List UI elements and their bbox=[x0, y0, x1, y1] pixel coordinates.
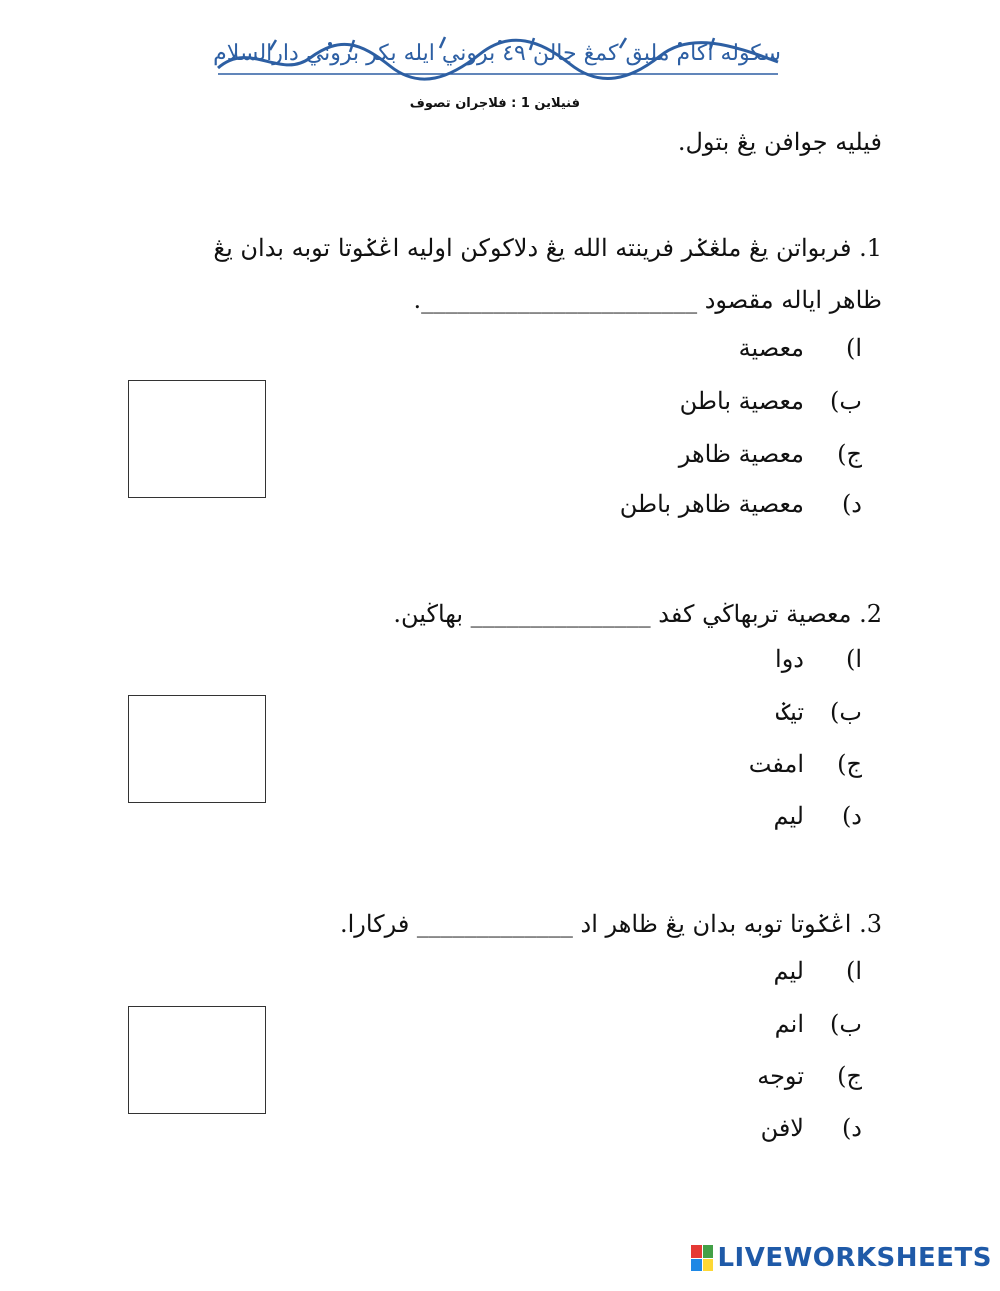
option-text: معصية باطن bbox=[679, 387, 804, 415]
option-letter: ب) bbox=[830, 1010, 862, 1038]
q3-answer-box[interactable] bbox=[128, 1006, 266, 1114]
option-letter: ا) bbox=[845, 957, 862, 985]
liveworksheets-brand bbox=[691, 1243, 992, 1273]
option-letter: د) bbox=[841, 490, 862, 518]
q1-option-a bbox=[739, 334, 862, 362]
q2-option-d bbox=[773, 802, 862, 830]
school-calligraphy-logo bbox=[210, 30, 785, 85]
option-letter: ج) bbox=[837, 750, 862, 778]
question-1-text: 1. فربواتن يڠ ملڠݢر فرينته الله يڠ دلاکوکن اوليه اڠݢوتا توبه بدان يڠ ظاهر اياله مقصود _______________________. bbox=[213, 234, 882, 314]
q2-option-c bbox=[749, 750, 862, 778]
q1-option-b bbox=[680, 387, 862, 415]
q3-option-b bbox=[775, 1010, 862, 1038]
option-text: ليم bbox=[773, 802, 804, 830]
option-text: معصية ظاهر باطن bbox=[619, 490, 804, 518]
q1-option-c bbox=[679, 440, 862, 468]
option-text: ليم bbox=[773, 957, 804, 985]
option-text: تيݢ bbox=[776, 698, 804, 726]
option-letter: د) bbox=[841, 1114, 862, 1142]
q3-option-c bbox=[757, 1062, 862, 1090]
liveworksheets-logo-icon bbox=[691, 1245, 713, 1271]
option-text: معصية bbox=[738, 334, 804, 362]
option-text: توجه bbox=[757, 1062, 804, 1090]
q2-option-b bbox=[776, 698, 862, 726]
q2-answer-box[interactable] bbox=[128, 695, 266, 803]
school-name-text: سکوله اکام ملبق کمڠ جالن ٤٩ بروني ايله بکر بروني دارالسلام bbox=[213, 41, 781, 66]
q3-option-a bbox=[773, 957, 862, 985]
option-letter: د) bbox=[841, 802, 862, 830]
option-letter: ج) bbox=[837, 1062, 862, 1090]
instruction-text: فيليه جوافن يڠ بتول. bbox=[677, 128, 882, 156]
question-2-text: 2. معصية تربهاڬي کفد _______________ بهاڬين. bbox=[393, 600, 882, 628]
worksheet-subtitle: فنيلاين 1 : فلاجران تصوف bbox=[409, 96, 580, 111]
q1-option-d bbox=[620, 490, 862, 518]
option-letter: ا) bbox=[845, 645, 862, 673]
option-text: دوا bbox=[775, 645, 804, 673]
q3-option-d bbox=[761, 1114, 862, 1142]
option-letter: ا) bbox=[845, 334, 862, 362]
option-text: انم bbox=[774, 1010, 804, 1038]
option-letter: ب) bbox=[830, 387, 862, 415]
option-letter: ب) bbox=[830, 698, 862, 726]
liveworksheets-brand-text: LIVEWORKSHEETS bbox=[717, 1243, 992, 1273]
option-letter: ج) bbox=[837, 440, 862, 468]
q1-answer-box[interactable] bbox=[128, 380, 266, 498]
option-text: لافن bbox=[760, 1114, 804, 1142]
q2-option-a bbox=[775, 645, 862, 673]
option-text: معصية ظاهر bbox=[678, 440, 804, 468]
question-3-text: 3. اڠݢوتا توبه بدان يڠ ظاهر اد _____________ فرکارا. bbox=[339, 910, 882, 938]
option-text: امفت bbox=[748, 750, 804, 778]
